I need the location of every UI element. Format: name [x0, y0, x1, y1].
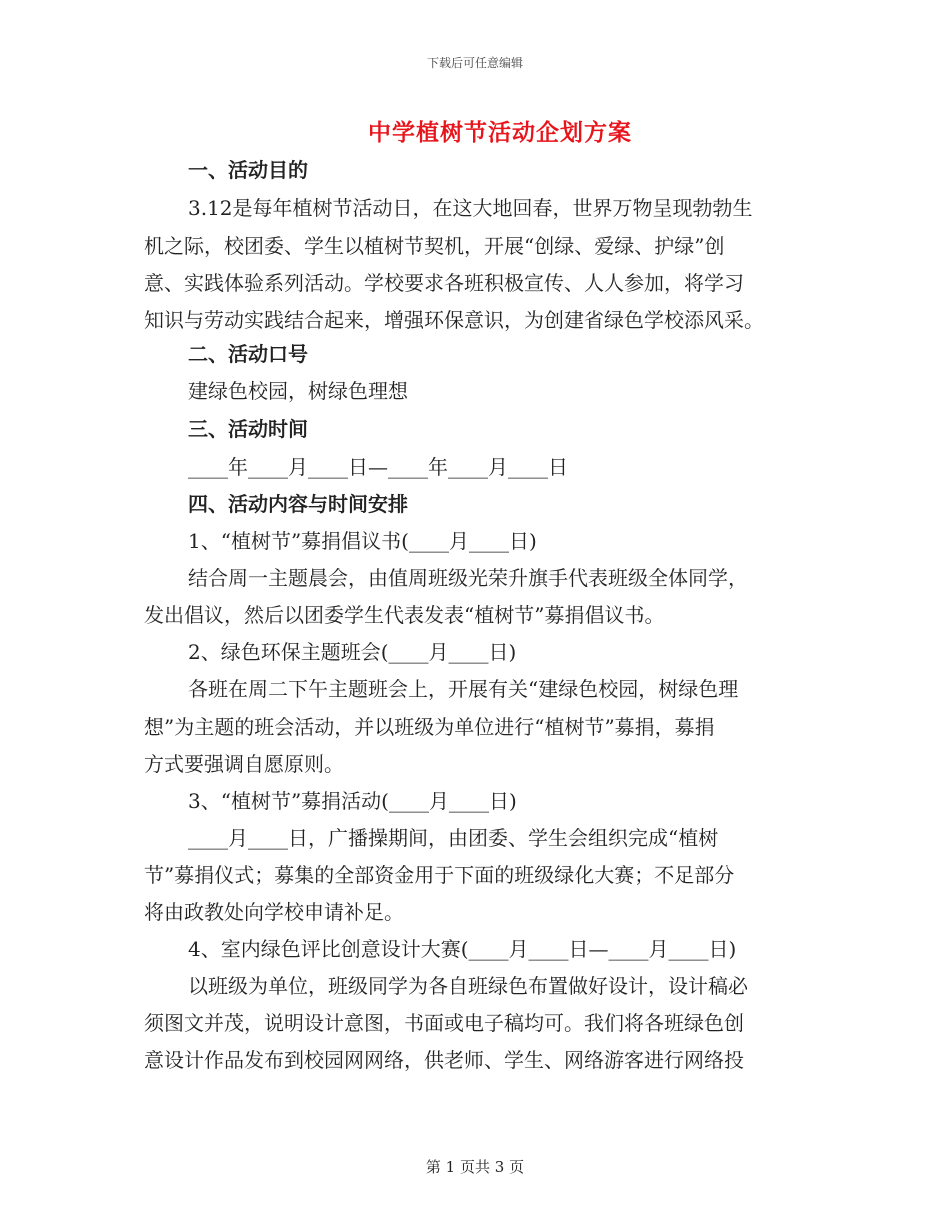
paragraph-line: 结合周一主题晨会，由值周班级光荣升旗手代表班级全体同学， — [188, 566, 748, 590]
paragraph-line: 须图文并茂，说明设计意图，书面或电子稿均可。我们将各班绿色创 — [144, 1011, 744, 1035]
date-range-line: ____年____月____日—____年____月____日 — [188, 455, 568, 479]
item-heading: 1、“植树节”募捐倡议书(____月____日) — [188, 529, 537, 553]
paragraph-line: 方式要强调自愿原则。 — [144, 752, 344, 776]
paragraph-line: 想”为主题的班会活动，并以班级为单位进行“植树节”募捐，募捐 — [144, 715, 715, 739]
paragraph-line: 以班级为单位，班级同学为各自班绿色布置做好设计，设计稿必 — [188, 974, 748, 998]
paragraph-line: 意、实践体验系列活动。学校要求各班积极宣传、人人参加，将学习 — [144, 271, 744, 295]
heading-schedule: 四、活动内容与时间安排 — [188, 492, 408, 516]
paragraph-line: 发出倡议，然后以团委学生代表发表“植树节”募捐倡议书。 — [144, 603, 665, 627]
item-heading: 4、室内绿色评比创意设计大赛(____月____日—____月____日) — [188, 937, 737, 961]
item-heading: 2、绿色环保主题班会(____月____日) — [188, 640, 517, 664]
paragraph-line: 建绿色校园，树绿色理想 — [188, 379, 408, 403]
paragraph-line: ____月____日，广播操期间，由团委、学生会组织完成“植树 — [188, 826, 719, 850]
paragraph-line: 节”募捐仪式；募集的全部资金用于下面的班级绿化大赛；不足部分 — [144, 863, 735, 887]
page-footer: 第 1 页共 3 页 — [425, 1158, 525, 1176]
heading-purpose: 一、活动目的 — [188, 158, 308, 182]
item-heading: 3、“植树节”募捐活动(____月____日) — [188, 789, 517, 813]
paragraph-line: 意设计作品发布到校园网网络，供老师、学生、网络游客进行网络投 — [144, 1048, 744, 1072]
paragraph-line: 各班在周二下午主题班会上，开展有关“建绿色校园，树绿色理 — [188, 677, 739, 701]
document-title: 中学植树节活动企划方案 — [368, 119, 632, 146]
heading-time: 三、活动时间 — [188, 417, 308, 441]
paragraph-line: 机之际，校团委、学生以植树节契机，开展“创绿、爱绿、护绿”创 — [144, 234, 725, 258]
paragraph-line: 知识与劳动实践结合起来，增强环保意识，为创建省绿色学校添风采。 — [144, 308, 764, 332]
paragraph-line: 3.12是每年植树节活动日，在这大地回春，世界万物呈现勃勃生 — [188, 196, 753, 220]
heading-slogan: 二、活动口号 — [188, 342, 308, 366]
paragraph-line: 将由政教处向学校申请补足。 — [144, 900, 404, 924]
header-note: 下载后可任意编辑 — [426, 56, 523, 70]
